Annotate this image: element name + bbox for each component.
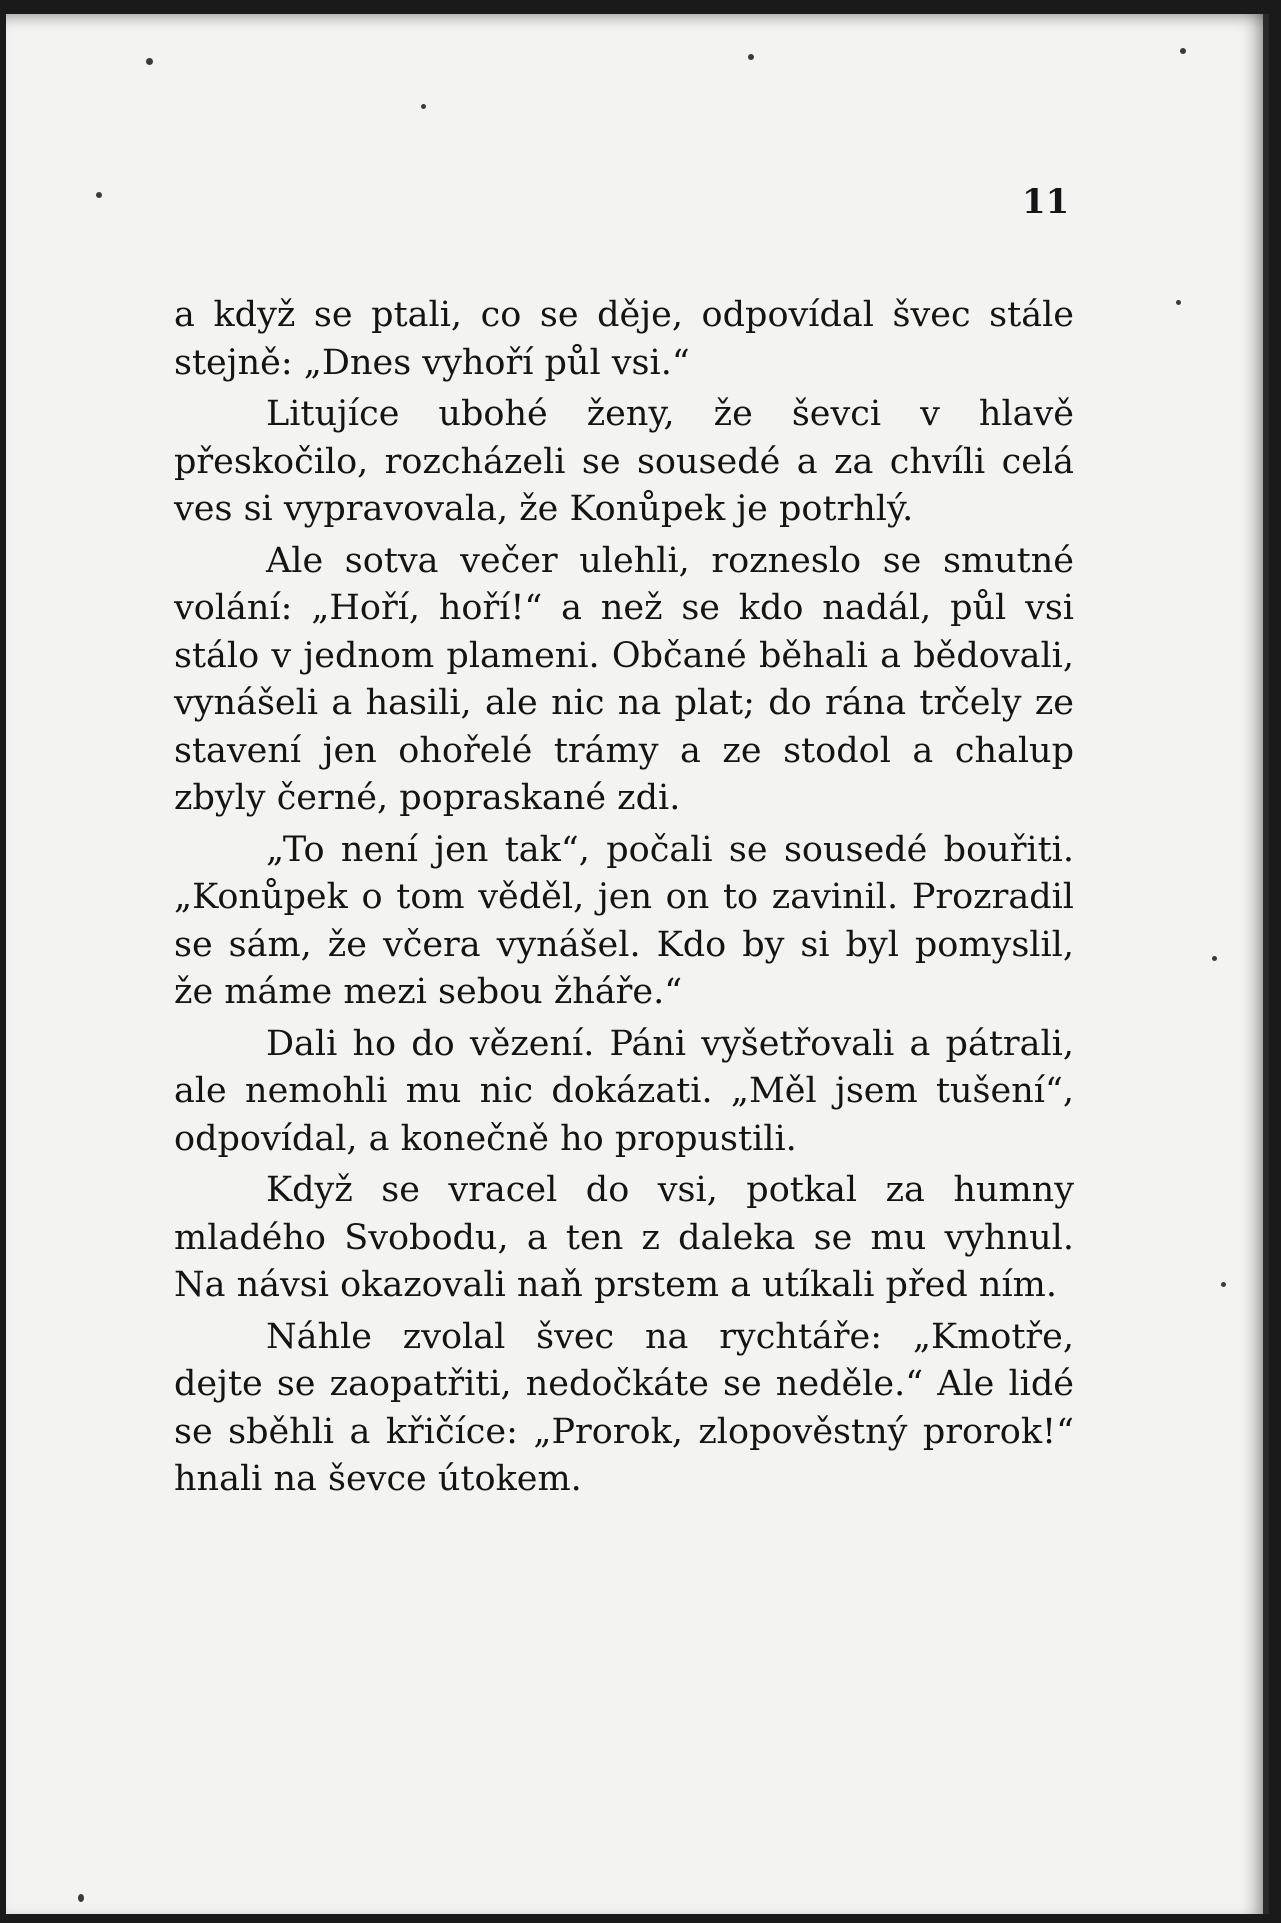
page-number: 11 xyxy=(1022,182,1070,222)
print-speck xyxy=(1221,1282,1226,1287)
paragraph: Dali ho do vězení. Páni vyšetřovali a pátrali, ale nemohli mu nic dokázati. „Měl jsem tušení“, odpovídal, a konečně ho propustili. xyxy=(174,1023,1074,1159)
paragraph: Náhle zvolal švec na rychtáře: „Kmotře, dejte se zaopatřiti, nedočkáte se neděle.“ Ale lidé se sběhli a křičíce: „Prorok, zlopověstný prorok!“ hnali na ševce útokem. xyxy=(174,1316,1074,1499)
print-speck xyxy=(1180,48,1186,54)
paragraph: Litujíce ubohé ženy, že ševci v hlavě přeskočilo, rozcházeli se sousedé a za chvíli celá ves si vypravovala, že Konůpek je potrhlý. xyxy=(174,394,1074,529)
body-text xyxy=(174,292,1074,1504)
print-speck xyxy=(748,54,754,60)
paragraph: Když se vracel do vsi, potkal za humny mladého Svobodu, a ten z daleka se mu vyhnul. Na návsi okazovali naň prstem a utíkali před ním. xyxy=(174,1170,1074,1305)
paragraph: Ale sotva večer ulehli, rozneslo se smutné volání: „Hoří, hoří!“ a než se kdo nadál, půl vsi stálo v jednom plameni. Občané běhali a bědovali, vynášeli a hasili, ale nic na plat; do rána trčely ze stavení jen ohořelé trámy a ze stodol a chalup zbyly černé, popraskané zdi. xyxy=(174,540,1074,818)
paragraph: „To není jen tak“, počali se sousedé bouřiti. „Konůpek o tom věděl, jen on to zavinil. Prozradil se sám, že včera vynášel. Kdo by si byl pomyslil, že máme mezi sebou žháře.“ xyxy=(174,829,1074,1012)
print-speck xyxy=(1176,300,1181,305)
print-speck xyxy=(421,104,426,109)
print-speck xyxy=(1212,956,1217,961)
book-page xyxy=(6,14,1269,1914)
paragraph: a když se ptali, co se děje, odpovídal švec stále stejně: „Dnes vyhoří půl vsi.“ xyxy=(174,295,1074,383)
print-speck xyxy=(146,58,153,65)
print-speck xyxy=(78,1894,84,1902)
print-speck xyxy=(96,192,102,198)
